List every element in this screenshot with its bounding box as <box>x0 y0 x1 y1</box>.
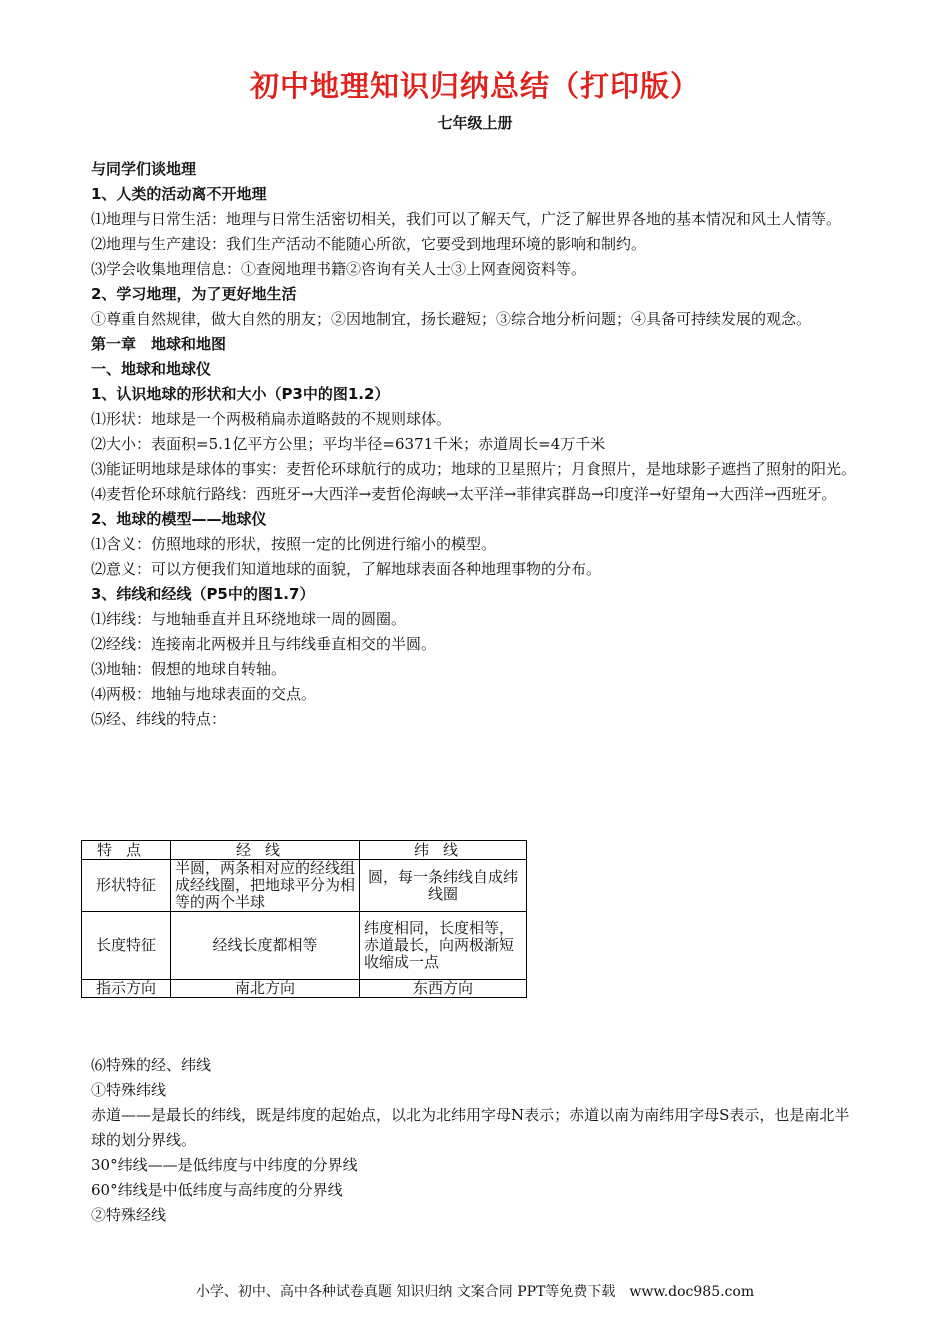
page-footer: 小学、初中、高中各种试卷真题 知识归纳 文案合同 PPT等免费下载 www.doc985.com <box>195 1284 755 1300</box>
page-title: 初中地理知识归纳总结（打印版） <box>249 69 700 103</box>
table-cell: 东西方向 <box>360 980 527 998</box>
section-heading: 一、地球和地球仪 <box>91 360 212 378</box>
section-heading: 3、纬线和经线（P5中的图1.7） <box>91 585 315 603</box>
table-row <box>82 860 527 912</box>
section-heading: 2、学习地理，为了更好地生活 <box>91 285 297 303</box>
table-cell: 指示方向 <box>82 980 171 998</box>
section-heading: 1、认识地球的形状和大小（P3中的图1.2） <box>91 385 390 403</box>
paragraph: ⑵大小：表面积=5.1亿平方公里；平均半径=6371千米；赤道周长=4万千米 <box>91 435 606 453</box>
paragraph: ⑴纬线：与地轴垂直并且环绕地球一周的圆圈。 <box>91 610 407 628</box>
paragraph: ②特殊经线 <box>91 1206 167 1224</box>
section-heading: 2、地球的模型——地球仪 <box>91 510 267 528</box>
table-cell: 经线长度都相等 <box>171 912 360 980</box>
paragraph: 30°纬线——是低纬度与中纬度的分界线 <box>91 1156 358 1174</box>
paragraph: ⑵地理与生产建设：我们生产活动不能随心所欲，它要受到地理环境的影响和制约。 <box>91 235 647 253</box>
paragraph: ⑵经线：连接南北两极并且与纬线垂直相交的半圆。 <box>91 635 437 653</box>
paragraph: ⑹特殊的经、纬线 <box>91 1056 212 1074</box>
paragraph: ⑶学会收集地理信息：①查阅地理书籍②咨询有关人士③上网查阅资料等。 <box>91 260 587 278</box>
table-cell: 形状特征 <box>82 860 171 912</box>
table-cell: 半圆，两条相对应的经线组成经线圈，把地球平分为相等的两个半球 <box>171 860 360 912</box>
paragraph: ⑴地理与日常生活：地理与日常生活密切相关，我们可以了解天气，广泛了解世界各地的基本情况和风土人情等。 <box>91 210 842 228</box>
table-header-cell: 纬线 <box>360 841 527 860</box>
page-subtitle: 七年级上册 <box>437 114 513 132</box>
chapter-heading: 第一章 地球和地图 <box>91 335 227 353</box>
table-header-row <box>82 841 527 860</box>
paragraph: ⑷麦哲伦环球航行路线：西班牙→大西洋→麦哲伦海峡→太平洋→菲律宾群岛→印度洋→好望角→大西洋→西班牙。 <box>91 485 837 503</box>
paragraph: ⑴形状：地球是一个两极稍扁赤道略鼓的不规则球体。 <box>91 410 452 428</box>
section-heading: 1、人类的活动离不开地理 <box>91 185 267 203</box>
table-cell: 南北方向 <box>171 980 360 998</box>
main-content <box>91 157 861 732</box>
paragraph: ⑸经、纬线的特点： <box>91 710 227 728</box>
paragraph: ⑶能证明地球是球体的事实：麦哲伦环球航行的成功；地球的卫星照片；月食照片，是地球影子遮挡了照射的阳光。 <box>91 460 857 478</box>
table-header-cell: 经线 <box>171 841 360 860</box>
section-heading: 与同学们谈地理 <box>91 160 197 178</box>
table-row <box>82 980 527 998</box>
table-row <box>82 912 527 980</box>
table-header-cell: 特点 <box>82 841 171 860</box>
paragraph: ⑶地轴：假想的地球自转轴。 <box>91 660 287 678</box>
lower-content <box>91 1053 861 1228</box>
paragraph: 赤道——是最长的纬线，既是纬度的起始点，以北为北纬用字母N表示；赤道以南为南纬用字母S表示，也是南北半球的划分界线。 <box>91 1106 850 1149</box>
table-cell: 圆，每一条纬线自成纬线圈 <box>360 860 527 912</box>
paragraph: 60°纬线是中低纬度与高纬度的分界线 <box>91 1181 343 1199</box>
paragraph: ⑷两极：地轴与地球表面的交点。 <box>91 685 317 703</box>
table-cell: 纬度相同，长度相等，赤道最长，向两极渐短收缩成一点 <box>360 912 527 980</box>
table-cell: 长度特征 <box>82 912 171 980</box>
paragraph: ⑵意义：可以方便我们知道地球的面貌，了解地球表面各种地理事物的分布。 <box>91 560 602 578</box>
paragraph: ①特殊纬线 <box>91 1081 167 1099</box>
paragraph: ①尊重自然规律，做大自然的朋友；②因地制宜，扬长避短；③综合地分析问题；④具备可持续发展的观念。 <box>91 310 812 328</box>
paragraph: ⑴含义：仿照地球的形状，按照一定的比例进行缩小的模型。 <box>91 535 497 553</box>
feature-table <box>81 840 527 998</box>
